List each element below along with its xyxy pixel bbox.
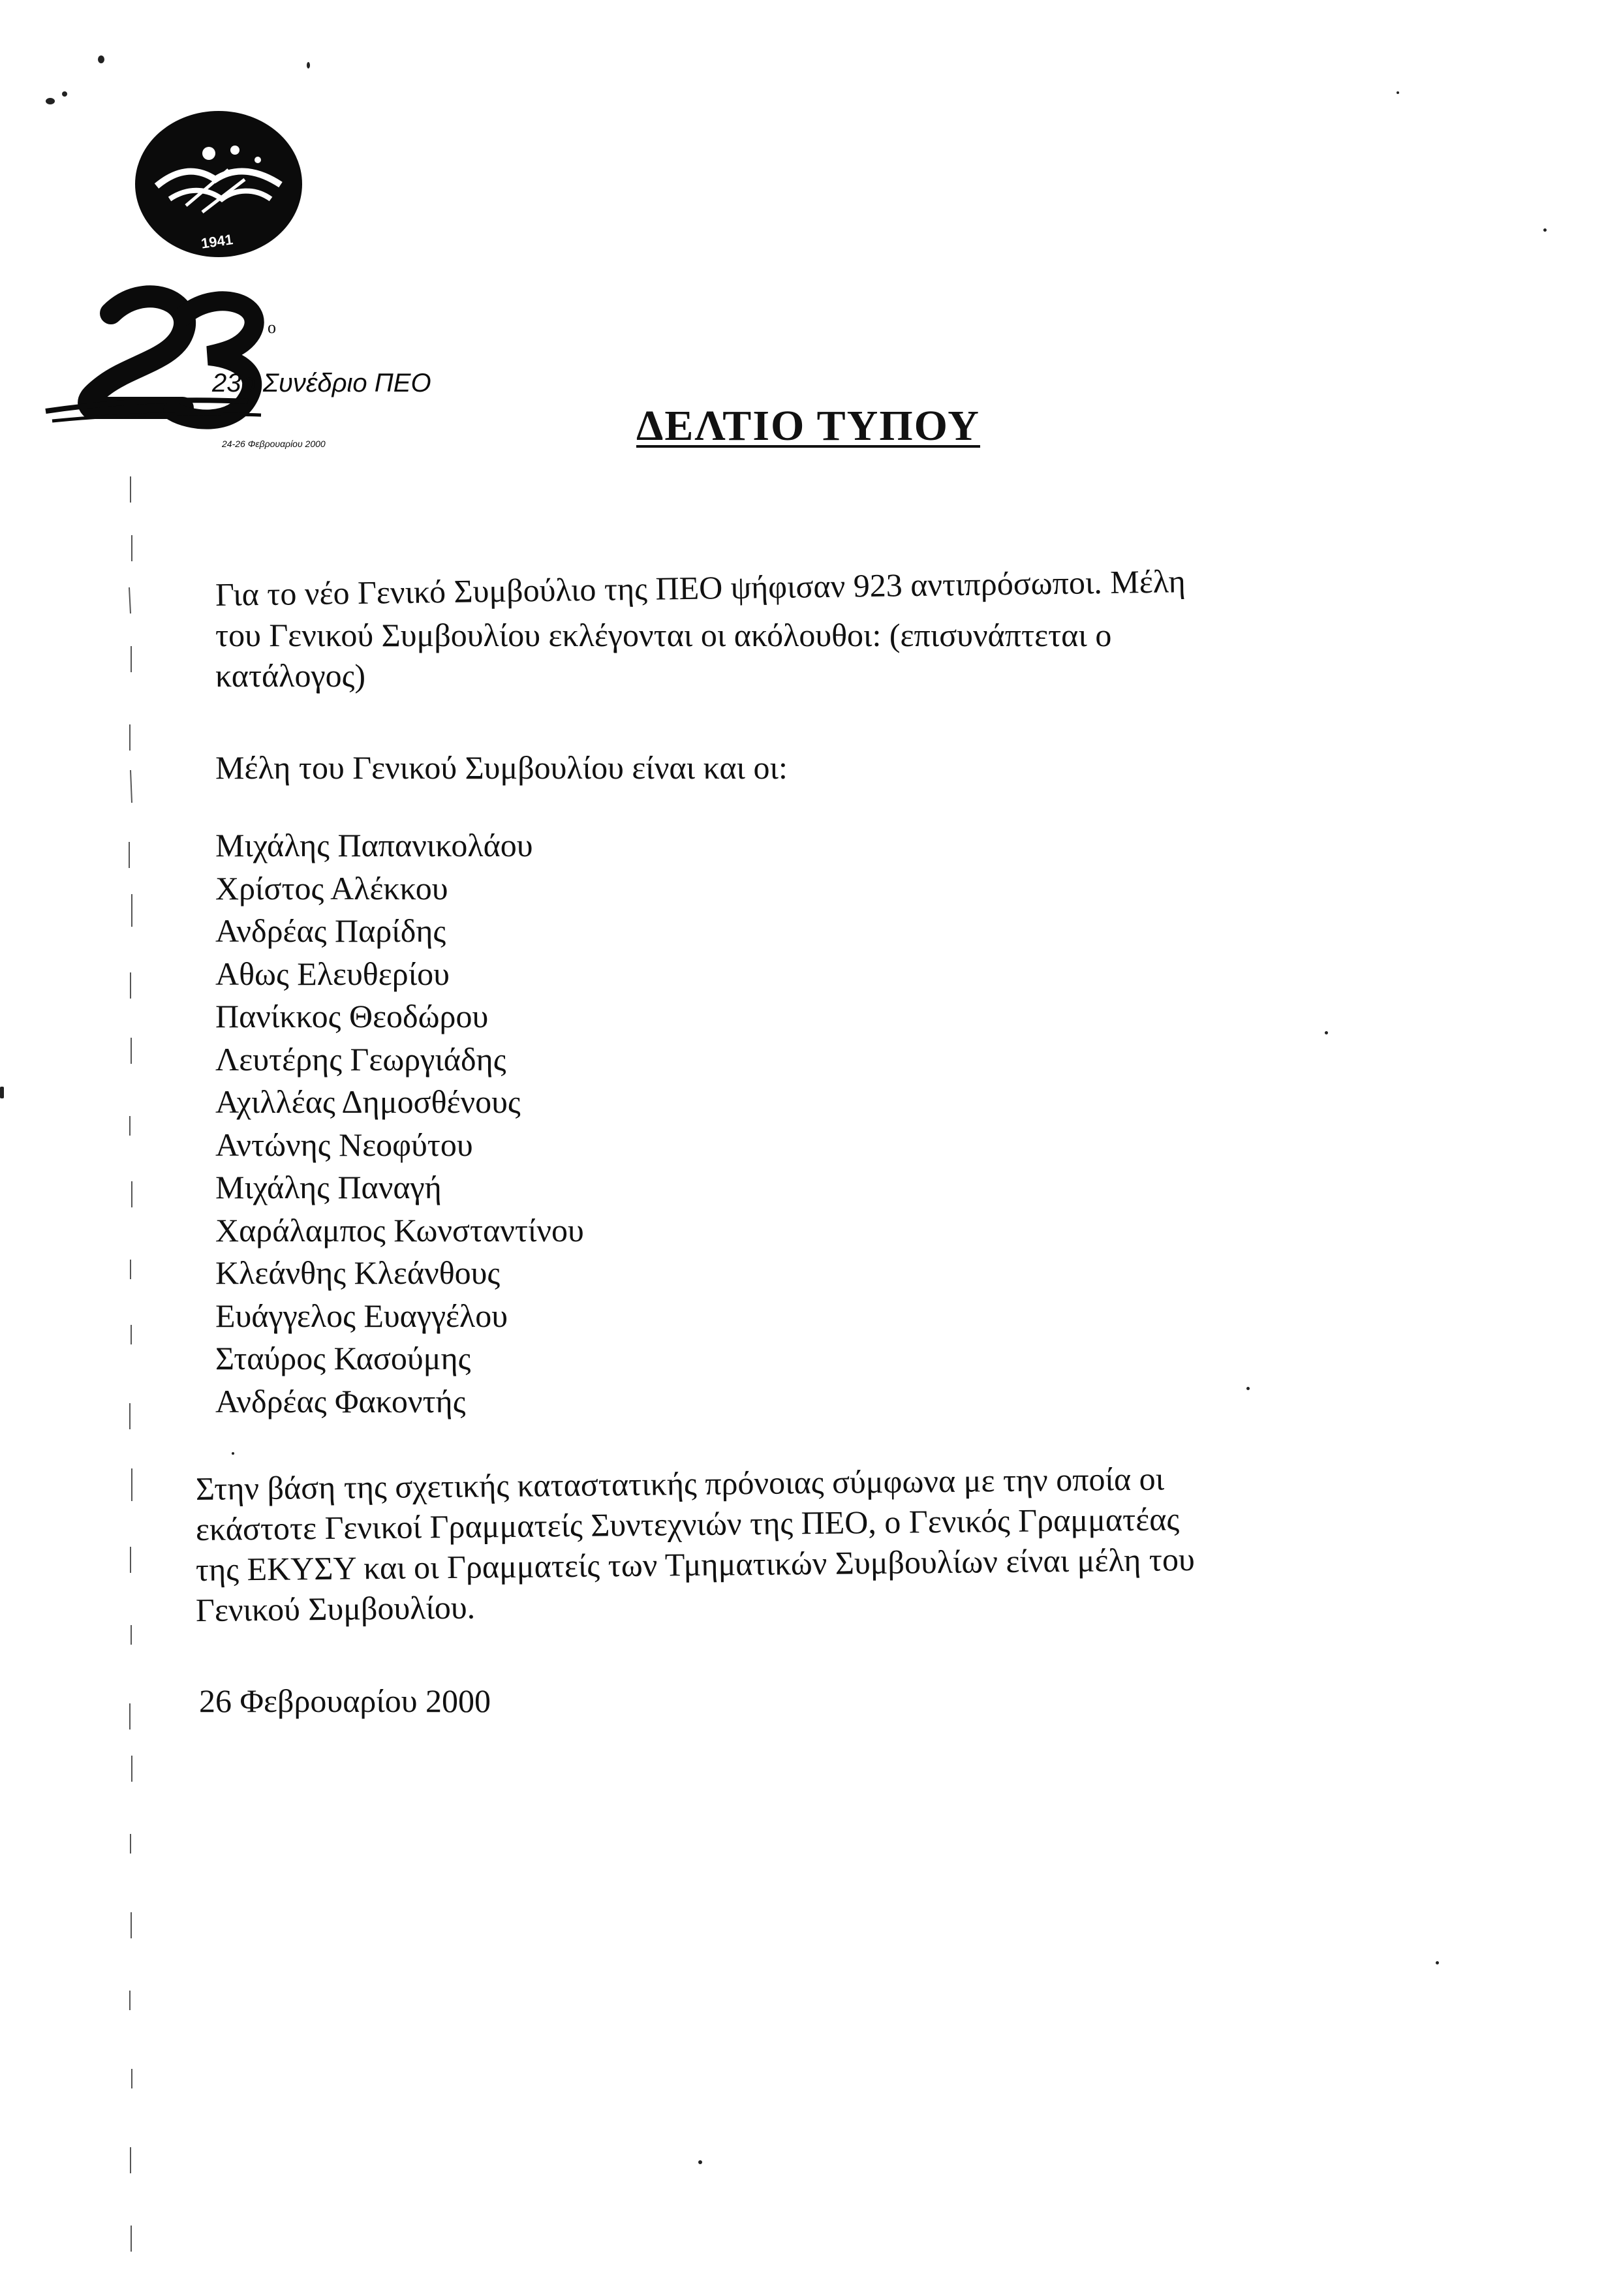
intro-paragraph <box>215 563 1423 696</box>
scan-speck <box>1397 91 1399 94</box>
press-release-title: ΔΕΛΤΙΟ ΤΥΠΟΥ <box>636 402 980 450</box>
scan-margin-marks <box>117 476 157 2271</box>
scan-speck <box>307 62 310 69</box>
members-intro: Μέλη του Γενικού Συμβουλίου είναι και οι: <box>215 749 788 786</box>
member-name: Αντώνης Νεοφύτου <box>215 1126 473 1163</box>
closing-line: εκάστοτε Γενικοί Γραμματείς Συντεχνιών της ΠΕΟ, ο Γενικός Γραμματέας <box>195 1500 1180 1547</box>
intro-line: Για το νέο Γενικό Συμβούλιο της ΠΕΟ ψήφισαν 923 αντιπρόσωποι. Μέλη <box>215 563 1186 613</box>
congress-badge-label: 23ο Συνέδριο ΠΕΟ <box>212 369 431 397</box>
scan-speck <box>1325 1031 1328 1034</box>
scan-speck <box>232 1452 234 1455</box>
scan-speck <box>62 91 67 97</box>
handshake-emblem-icon <box>131 108 307 261</box>
congress-dates-label: 24-26 Φεβρουαρίου 2000 <box>222 439 326 449</box>
member-name: Αχιλλέας Δημοσθένους <box>215 1083 521 1120</box>
member-name: Ευάγγελος Ευαγγέλου <box>215 1297 508 1334</box>
svg-text:ο: ο <box>268 318 276 337</box>
member-name: Μιχάλης Παναγή <box>215 1169 442 1205</box>
scan-speck <box>98 55 104 63</box>
member-name: Αθως Ελευθερίου <box>215 955 450 992</box>
member-name: Ανδρέας Παρίδης <box>215 912 446 949</box>
member-name: Σταύρος Κασούμης <box>215 1340 471 1376</box>
member-name: Μιχάλης Παπανικολάου <box>215 827 533 863</box>
congress-logo <box>33 287 431 463</box>
intro-line: του Γενικού Συμβουλίου εκλέγονται οι ακόλουθοι: (επισυνάπτεται ο <box>215 617 1112 653</box>
scan-speck <box>1543 228 1547 232</box>
closing-line: της ΕΚΥΣΥ και οι Γραμματείς των Τμηματικών Συμβουλίων είναι μέλη του <box>195 1540 1195 1588</box>
svg-text:1941: 1941 <box>200 231 234 252</box>
document-date: 26 Φεβρουαρίου 2000 <box>199 1683 491 1719</box>
member-name: Λευτέρης Γεωργιάδης <box>215 1040 506 1078</box>
closing-paragraph <box>195 1460 1436 1630</box>
scan-speck <box>698 2160 702 2164</box>
member-name: Ανδρέας Φακοντής <box>215 1382 466 1419</box>
union-emblem-logo <box>131 108 307 261</box>
congress-badge-icon <box>33 287 431 463</box>
member-name: Πανίκκος Θεοδώρου <box>215 998 489 1034</box>
scan-speck <box>0 1087 4 1098</box>
scan-speck <box>1246 1387 1250 1390</box>
closing-line: Στην βάση της σχετικής καταστατικής πρόνοιας σύμφωνα με την οποία οι <box>195 1460 1165 1507</box>
member-name: Χαράλαμπος Κωνσταντίνου <box>215 1211 584 1249</box>
member-name: Κλεάνθης Κλεάνθους <box>215 1254 501 1291</box>
member-name: Χρίστος Αλέκκου <box>215 869 448 907</box>
intro-line: κατάλογος) <box>215 657 366 694</box>
scan-speck <box>1436 1961 1439 1964</box>
members-list <box>215 824 584 1423</box>
closing-line: Γενικού Συμβουλίου. <box>195 1589 476 1628</box>
scan-speck <box>46 98 55 104</box>
